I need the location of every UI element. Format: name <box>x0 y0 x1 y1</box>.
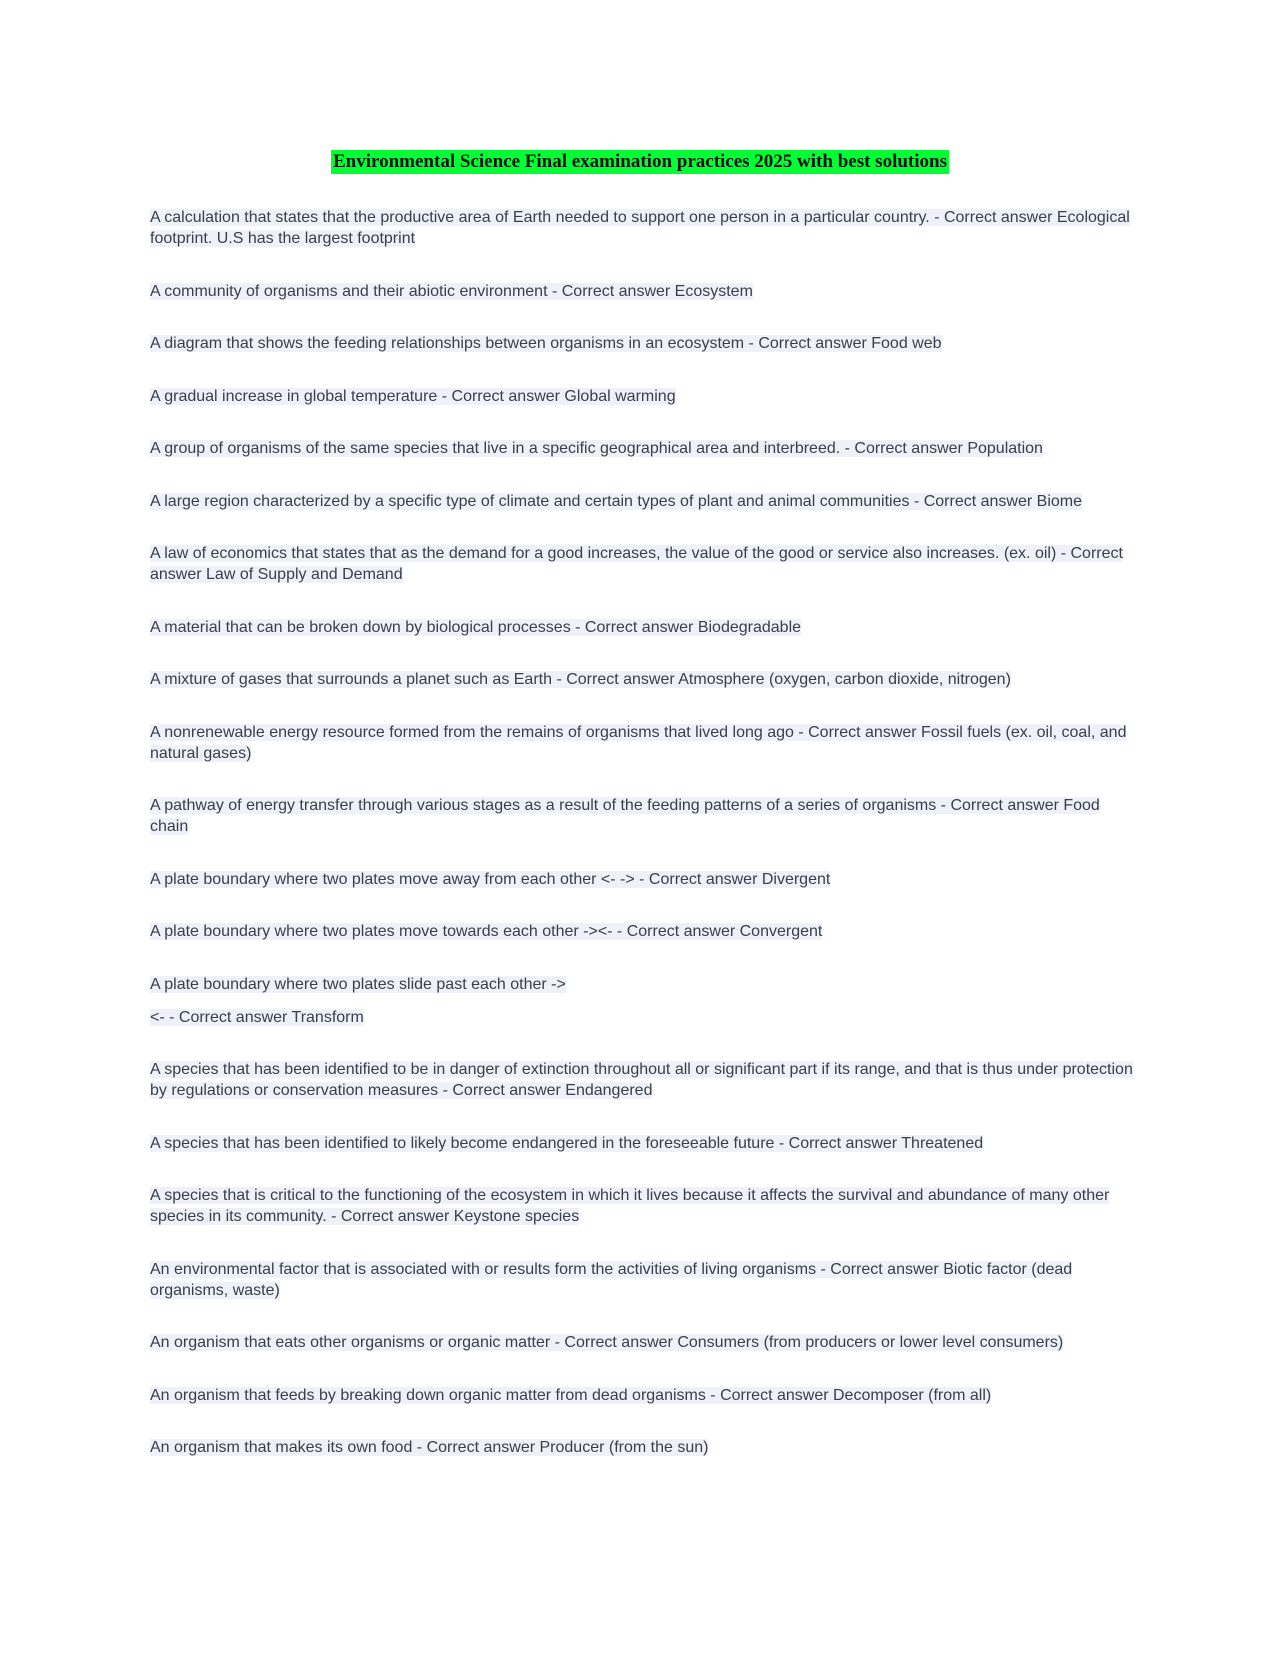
qa-item <box>150 1332 1140 1353</box>
qa-item-text: A calculation that states that the productive area of Earth needed to support one person in a particular country. - Correct answer Ecological footprint. U.S has the largest footprint <box>150 209 1130 247</box>
qa-item <box>150 543 1140 585</box>
qa-item-text: An organism that eats other organisms or organic matter - Correct answer Consumers (from producers or lower level consumers) <box>150 1334 1064 1351</box>
qa-item <box>150 795 1140 837</box>
qa-item-text-line2: <- - Correct answer Transform <box>150 1008 364 1026</box>
qa-item <box>150 491 1140 512</box>
qa-item-text: A mixture of gases that surrounds a planet such as Earth - Correct answer Atmosphere (oxygen, carbon dioxide, nitrogen) <box>150 671 1011 688</box>
qa-item-text: A nonrenewable energy resource formed from the remains of organisms that lived long ago - Correct answer Fossil fuels (ex. oil, coal, and natural gases) <box>150 723 1127 762</box>
qa-item-text: A plate boundary where two plates move away from each other <- -> - Correct answer Divergent <box>150 870 831 888</box>
qa-item-text: A species that is critical to the functioning of the ecosystem in which it lives because it affects the survival and abundance of many other species in its community. - Correct answer Keystone species <box>150 1187 1110 1225</box>
qa-item-text: A pathway of energy transfer through various stages as a result of the feeding patterns of a series of organisms - Correct answer Food chain <box>150 797 1100 835</box>
qa-item <box>150 1437 1140 1458</box>
qa-item <box>150 438 1140 459</box>
qa-item-text: A material that can be broken down by biological processes - Correct answer Biodegradable <box>150 618 802 636</box>
qa-item-text-line1: A plate boundary where two plates slide past each other -> <box>150 975 566 993</box>
qa-item <box>150 1385 1140 1406</box>
qa-item-transform <box>150 974 1140 1028</box>
qa-item-text: An environmental factor that is associated with or results form the activities of living organisms - Correct answer Biotic factor (dead organisms, waste) <box>150 1260 1073 1299</box>
qa-item <box>150 333 1140 354</box>
qa-item <box>150 281 1140 302</box>
page-title: Environmental Science Final examination practices 2025 with best solutions <box>333 151 947 172</box>
qa-item-text: A species that has been identified to likely become endangered in the foreseeable future - Correct answer Threatened <box>150 1134 984 1152</box>
qa-item <box>150 617 1140 638</box>
qa-list <box>150 207 1140 1490</box>
qa-item <box>150 1059 1140 1101</box>
qa-item-text: A species that has been identified to be in danger of extinction throughout all or significant part if its range, and that is thus under protection by regulations or conservation measures - Correct answer Endangered <box>150 1061 1133 1099</box>
qa-item-text: A law of economics that states that as the demand for a good increases, the value of the good or service also increases. (ex. oil) - Correct answer Law of Supply and Demand <box>150 545 1123 583</box>
qa-item-text: A plate boundary where two plates move towards each other -><- - Correct answer Convergent <box>150 923 823 940</box>
qa-item <box>150 1133 1140 1154</box>
qa-item-text: A large region characterized by a specific type of climate and certain types of plant and animal communities - Correct answer Biome <box>150 492 1082 510</box>
qa-item-text: An organism that feeds by breaking down organic matter from dead organisms - Correct answer Decomposer (from all) <box>150 1386 992 1404</box>
qa-item-text: A diagram that shows the feeding relationships between organisms in an ecosystem - Correct answer Food web <box>150 335 942 352</box>
qa-item-line2-wrap <box>150 1007 1140 1028</box>
qa-item-text: A community of organisms and their abiotic environment - Correct answer Ecosystem <box>150 282 753 300</box>
qa-item <box>150 869 1140 890</box>
qa-item-text: A gradual increase in global temperature - Correct answer Global warming <box>150 387 676 405</box>
qa-item <box>150 921 1140 942</box>
qa-item <box>150 669 1140 690</box>
qa-item-text: A group of organisms of the same species that live in a specific geographical area and interbreed. - Correct answer Population <box>150 440 1043 457</box>
qa-item <box>150 722 1140 764</box>
qa-item <box>150 207 1140 249</box>
qa-item <box>150 1185 1140 1227</box>
qa-item <box>150 1259 1140 1301</box>
title-container <box>0 150 1280 174</box>
qa-item <box>150 386 1140 407</box>
qa-item-text: An organism that makes its own food - Correct answer Producer (from the sun) <box>150 1439 709 1456</box>
